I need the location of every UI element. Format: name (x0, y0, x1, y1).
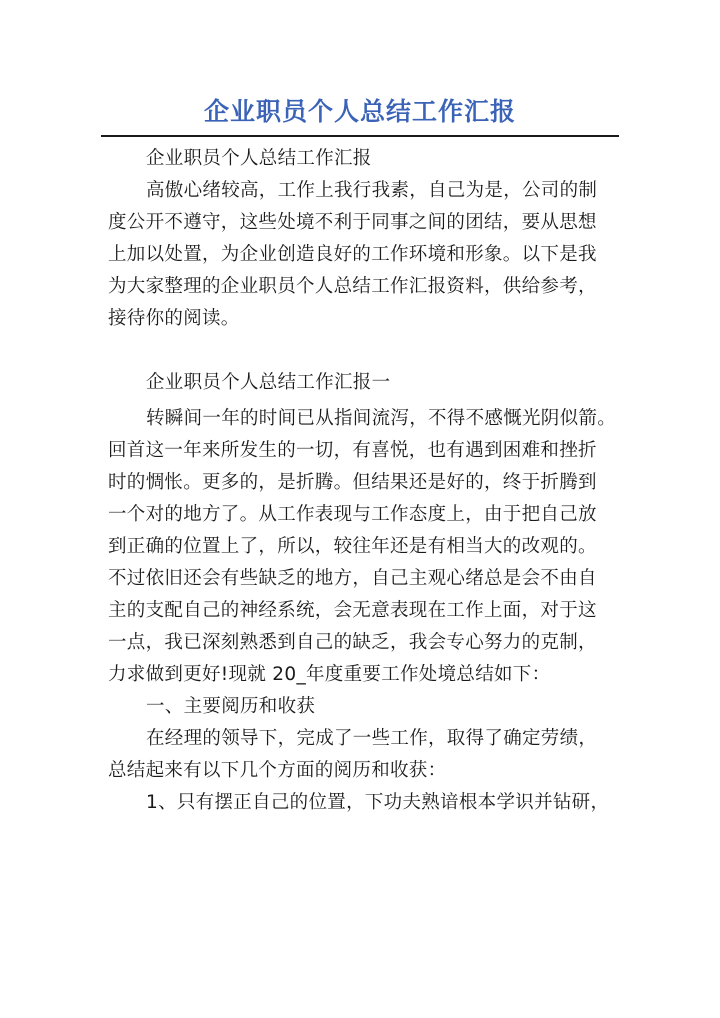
subsection-heading: 一、主要阅历和收获 (146, 696, 316, 717)
paragraph-line: 转瞬间一年的时间已从指间流泻，不得不感慨光阴似箭。 (146, 408, 616, 429)
paragraph-line: 总结起来有以下几个方面的阅历和收获： (108, 760, 447, 781)
paragraph-line: 接待你的阅读。 (108, 308, 240, 329)
paragraph-line: 为大家整理的企业职员个人总结工作汇报资料，供给参考， (108, 276, 597, 297)
document-title: 企业职员个人总结工作汇报 (203, 97, 516, 126)
paragraph-line: 1、只有摆正自己的位置，下功夫熟谙根本学识并钻研， (146, 792, 610, 813)
paragraph-line: 一点，我已深刻熟悉到自己的缺乏，我会专心努力的克制， (108, 632, 597, 653)
section-heading: 企业职员个人总结工作汇报一 (146, 372, 391, 393)
paragraph-line: 不过依旧还会有些缺乏的地方，自己主观心绪总是会不由自 (108, 568, 597, 589)
paragraph-line: 主的支配自己的神经系统，会无意表现在工作上面，对于这 (108, 600, 597, 621)
intro-heading: 企业职员个人总结工作汇报 (146, 148, 372, 169)
paragraph-line: 一个对的地方了。从工作表现与工作态度上，由于把自己放 (108, 504, 597, 525)
paragraph-line: 力求做到更好!现就 20_年度重要工作处境总结如下： (108, 664, 551, 685)
paragraph-line: 在经理的领导下，完成了一些工作，取得了确定劳绩， (146, 728, 598, 749)
title-divider (101, 135, 619, 137)
document-body (108, 143, 616, 819)
paragraph-line: 高傲心绪较高，工作上我行我素，自己为是，公司的制 (146, 180, 598, 201)
paragraph-line: 回首这一年来所发生的一切，有喜悦，也有遇到困难和挫折 (108, 440, 597, 461)
paragraph-line: 上加以处置，为企业创造良好的工作环境和形象。以下是我 (108, 244, 597, 265)
paragraph-line: 时的惆怅。更多的，是折腾。但结果还是好的，终于折腾到 (108, 472, 597, 493)
paragraph-line: 到正确的位置上了，所以，较往年还是有相当大的改观的。 (108, 536, 597, 557)
paragraph-line: 度公开不遵守，这些处境不利于同事之间的团结，要从思想 (108, 212, 597, 233)
blank-line (108, 335, 616, 367)
